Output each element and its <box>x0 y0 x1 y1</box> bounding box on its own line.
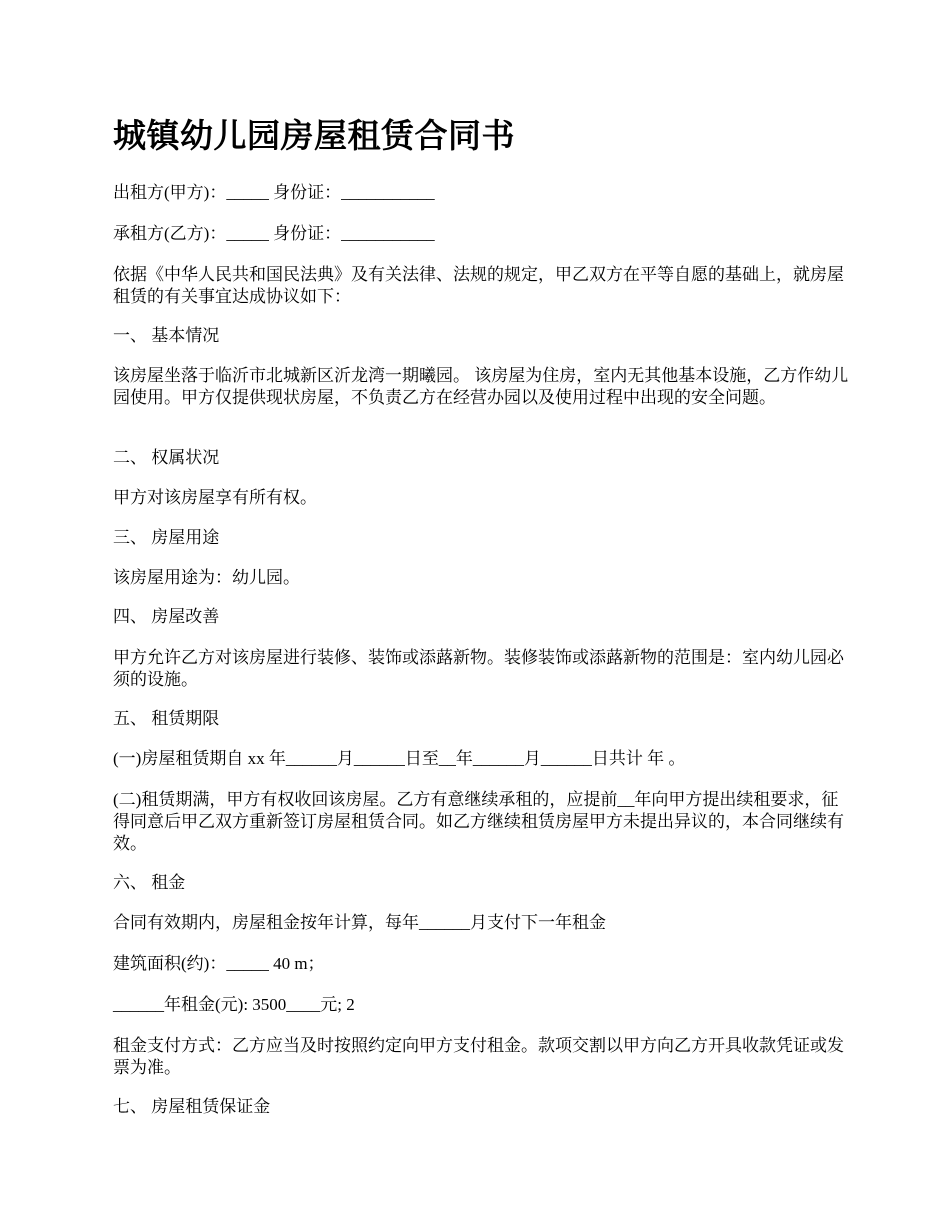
annual-rent-line: ______年租金(元): 3500____元; 2 <box>113 995 355 1014</box>
section-heading-4: 四、 房屋改善 <box>113 607 220 626</box>
section-heading-7: 七、 房屋租赁保证金 <box>113 1097 271 1116</box>
lease-term-clause-2: (二)租赁期满，甲方有权收回该房屋。乙方有意继续承租的，应提前__年向甲方提出续租要求，征得同意后甲乙双方重新签订房屋租赁合同。如乙方继续租赁房屋甲方未提出异议的，本合同继续有效。 <box>113 790 844 853</box>
rent-paragraph: 合同有效期内，房屋租金按年计算，每年______月支付下一年租金 <box>113 913 606 932</box>
document-title: 城镇幼儿园房屋租赁合同书 <box>113 116 515 155</box>
ownership-paragraph: 甲方对该房屋享有所有权。 <box>113 488 317 507</box>
improvement-paragraph: 甲方允许乙方对该房屋进行装修、装饰或添蕗新物。装修装饰或添蕗新物的范围是：室内幼儿园必须的设施。 <box>113 648 844 689</box>
payment-method-paragraph: 租金支付方式：乙方应当及时按照约定向甲方支付租金。款项交割以甲方向乙方开具收款凭证或发票为准。 <box>113 1036 844 1077</box>
lessee-line: 承租方(乙方)：_____ 身份证：___________ <box>113 224 435 243</box>
section-heading-1: 一、 基本情况 <box>113 326 220 345</box>
section-heading-5: 五、 租赁期限 <box>113 709 220 728</box>
lessor-line: 出租方(甲方)：_____ 身份证：___________ <box>113 183 435 202</box>
section-heading-2: 二、 权属状况 <box>113 448 220 467</box>
section-heading-3: 三、 房屋用途 <box>113 528 220 547</box>
preamble-paragraph: 依据《中华人民共和国民法典》及有关法律、法规的规定，甲乙双方在平等自愿的基础上，就房屋租赁的有关事宜达成协议如下： <box>113 265 844 306</box>
lease-term-clause-1: (一)房屋租赁期自 xx 年______月______日至__年______月______日共计 年 。 <box>113 749 686 768</box>
basic-info-paragraph: 该房屋坐落于临沂市北城新区沂龙湾一期曦园。 该房屋为住房，室内无其他基本设施，乙方作幼儿园使用。甲方仅提供现状房屋，不负责乙方在经营办园以及使用过程中出现的安全问题。 <box>113 366 849 407</box>
usage-paragraph: 该房屋用途为：幼儿园。 <box>113 568 300 587</box>
section-heading-6: 六、 租金 <box>113 873 186 892</box>
area-line: 建筑面积(约)：_____ 40 m； <box>113 954 325 973</box>
